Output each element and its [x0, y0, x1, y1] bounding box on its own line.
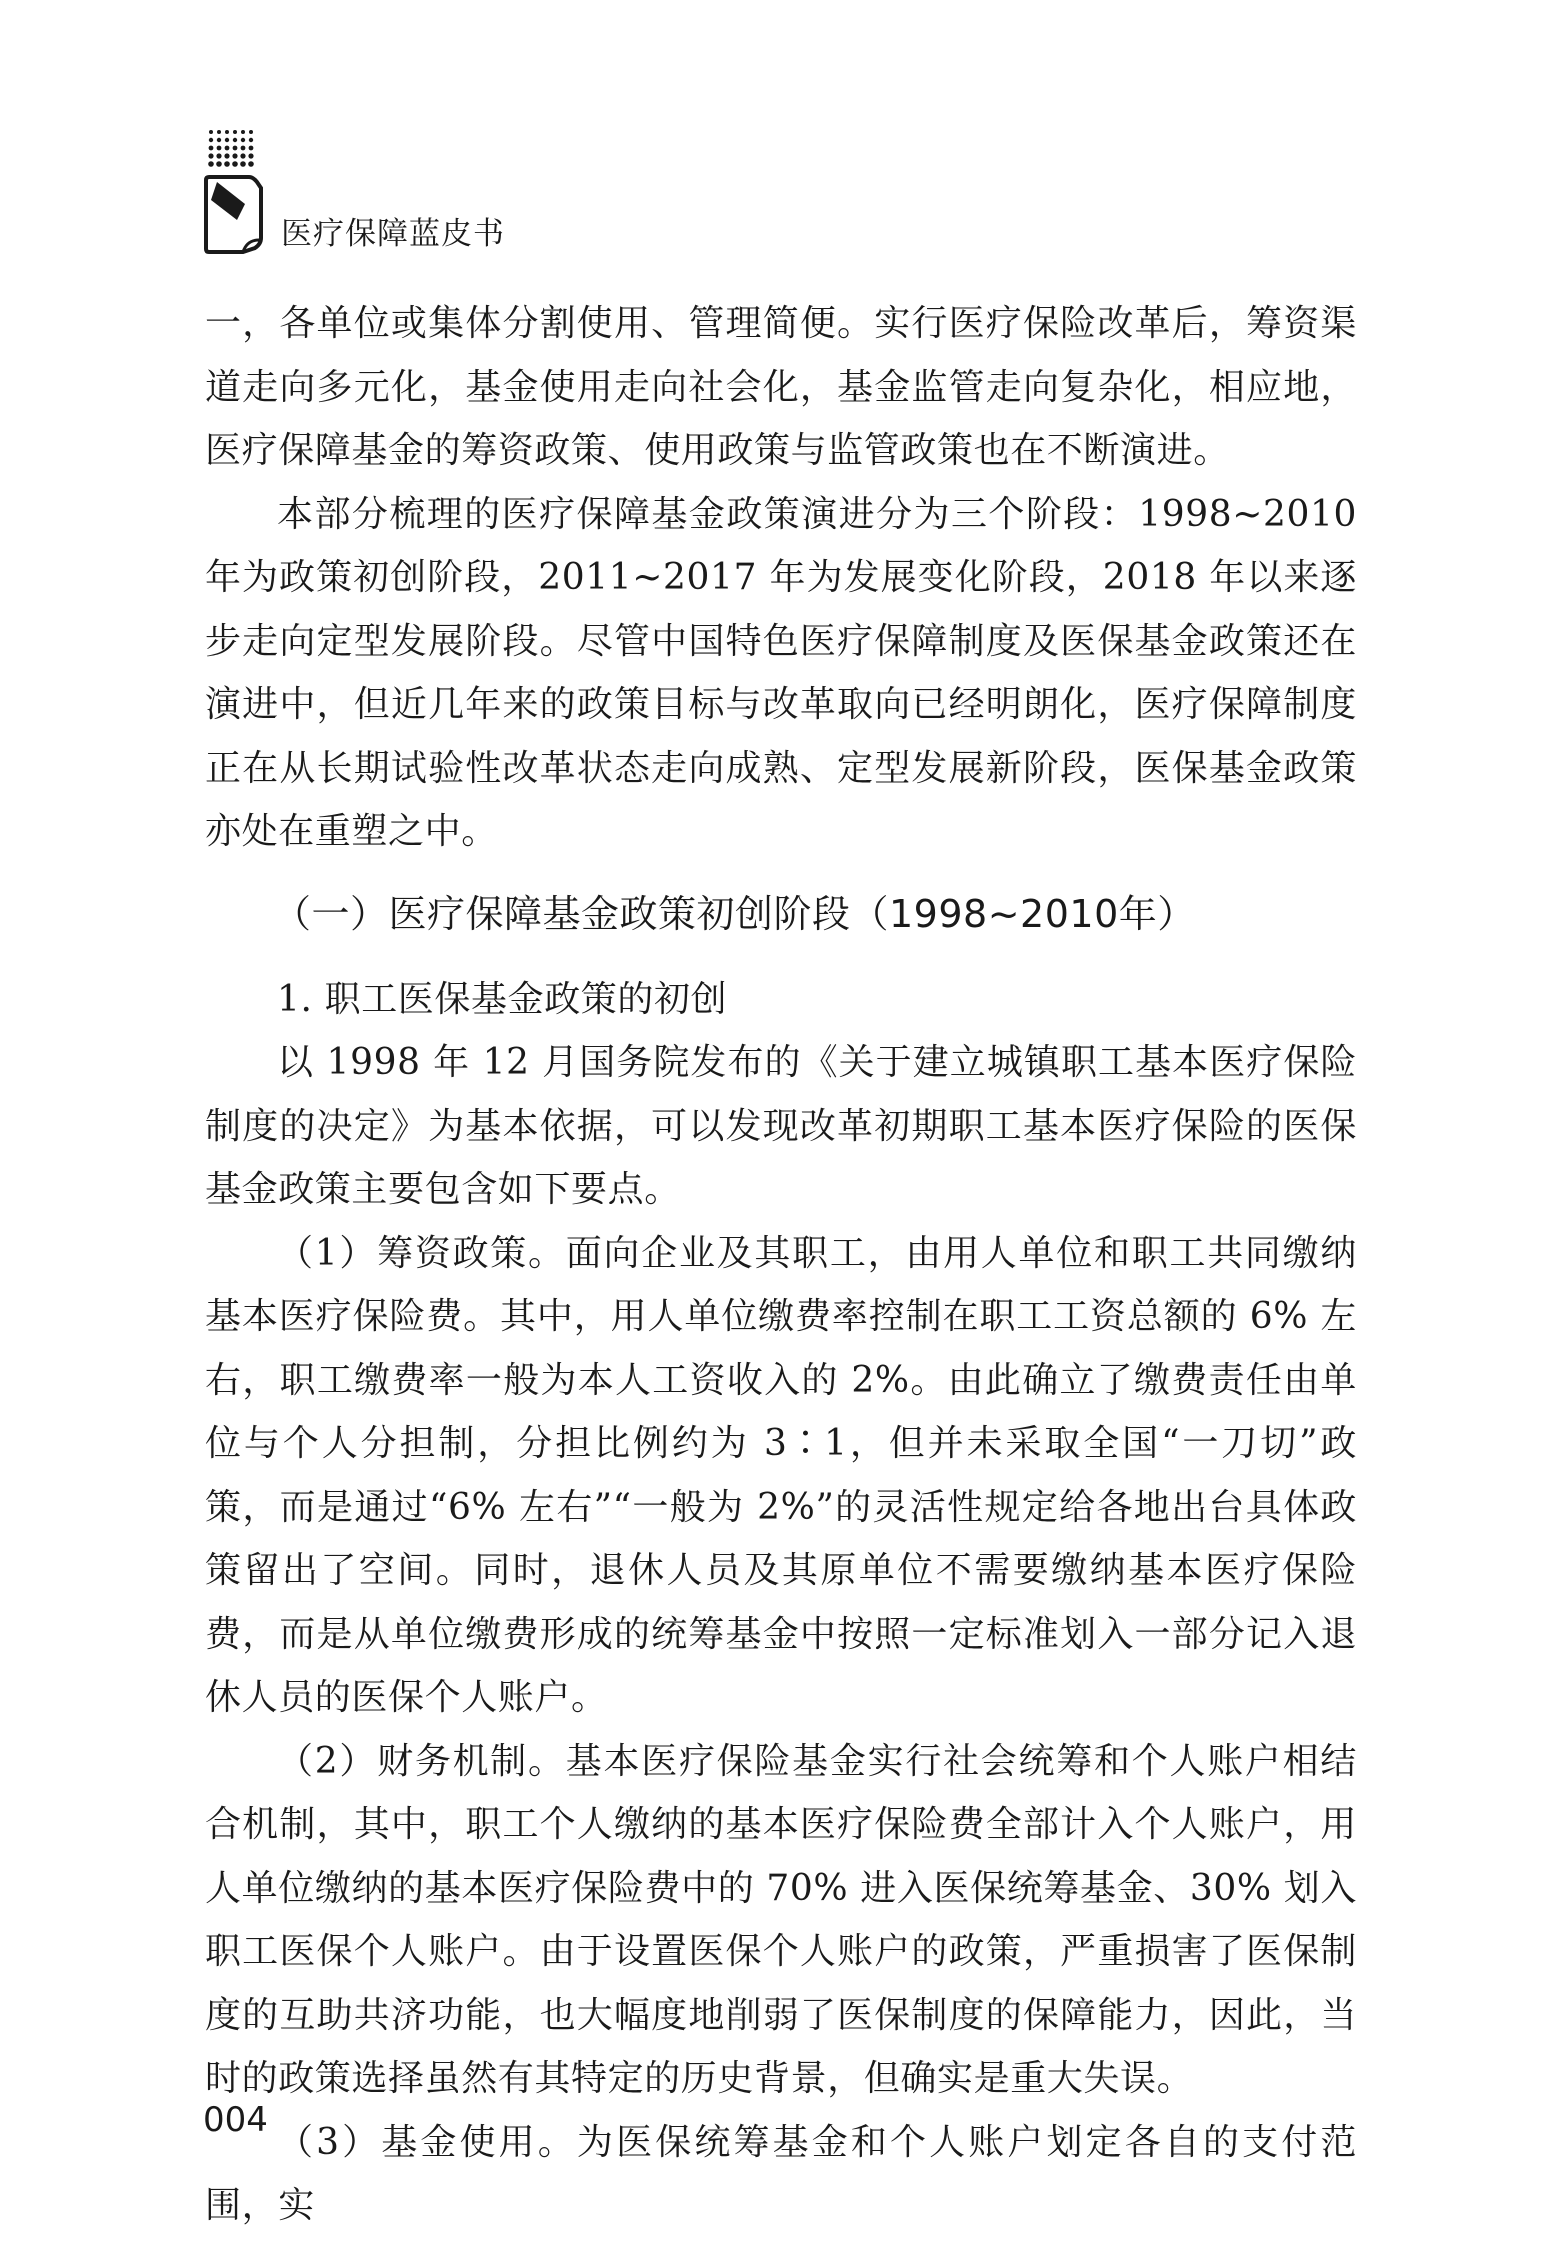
dot-grid-icon: [207, 128, 259, 172]
sub-heading: 1. 职工医保基金政策的初创: [277, 978, 728, 1020]
main-body: [205, 292, 1357, 2238]
paragraph-4: （1）筹资政策。面向企业及其职工，由用人单位和职工共同缴纳基本医疗保险费。其中，用人单位缴费率控制在职工工资总额的 6% 左右，职工缴费率一般为本人工资收入的 2%。由此确立了缴费责任由单位与个人分担制，分担比例约为 3∶1，但并未采取全国“一刀切”政策，而是通过“6% 左右”“一般为 2%”的灵活性规定给各地出台具体政策留出了空间。同时，退休人员及其原单位不需要缴纳基本医疗保险费，而是从单位缴费形成的统筹基金中按照一定标准划入一部分记入退休人员的医保个人账户。: [205, 1232, 1357, 1718]
page-number: 004: [203, 2100, 268, 2140]
paragraph-6: （3）基金使用。为医保统筹基金和个人账户划定各自的支付范围，实: [205, 2121, 1357, 2226]
book-bookmark-icon: [203, 174, 265, 254]
paragraph-3: 以 1998 年 12 月国务院发布的《关于建立城镇职工基本医疗保险制度的决定》为基本依据，可以发现改革初期职工基本医疗保险的医保基金政策主要包含如下要点。: [205, 1042, 1357, 1210]
running-header: [203, 122, 903, 262]
paragraph-5: （2）财务机制。基本医疗保险基金实行社会统筹和个人账户相结合机制，其中，职工个人缴纳的基本医疗保险费全部计入个人账户，用人单位缴纳的基本医疗保险费中的 70% 进入医保统筹基金、30% 划入职工医保个人账户。由于设置医保个人账户的政策，严重损害了医保制度的互助共济功能，也大幅度地削弱了医保制度的保障能力，因此，当时的政策选择虽然有其特定的历史背景，但确实是重大失误。: [205, 1740, 1357, 2099]
paragraph-1: 一，各单位或集体分割使用、管理简便。实行医疗保险改革后，筹资渠道走向多元化，基金使用走向社会化，基金监管走向复杂化，相应地，医疗保障基金的筹资政策、使用政策与监管政策也在不断演进。: [205, 303, 1357, 471]
book-title: 医疗保障蓝皮书: [281, 216, 505, 252]
section-heading: （一）医疗保障基金政策初创阶段（1998~2010年）: [273, 891, 1196, 936]
paragraph-2: 本部分梳理的医疗保障基金政策演进分为三个阶段：1998~2010 年为政策初创阶段，2011~2017 年为发展变化阶段，2018 年以来逐步走向定型发展阶段。尽管中国特色医疗保障制度及医保基金政策还在演进中，但近几年来的政策目标与改革取向已经明朗化，医疗保障制度正在从长期试验性改革状态走向成熟、定型发展新阶段，医保基金政策亦处在重塑之中。: [205, 493, 1357, 852]
